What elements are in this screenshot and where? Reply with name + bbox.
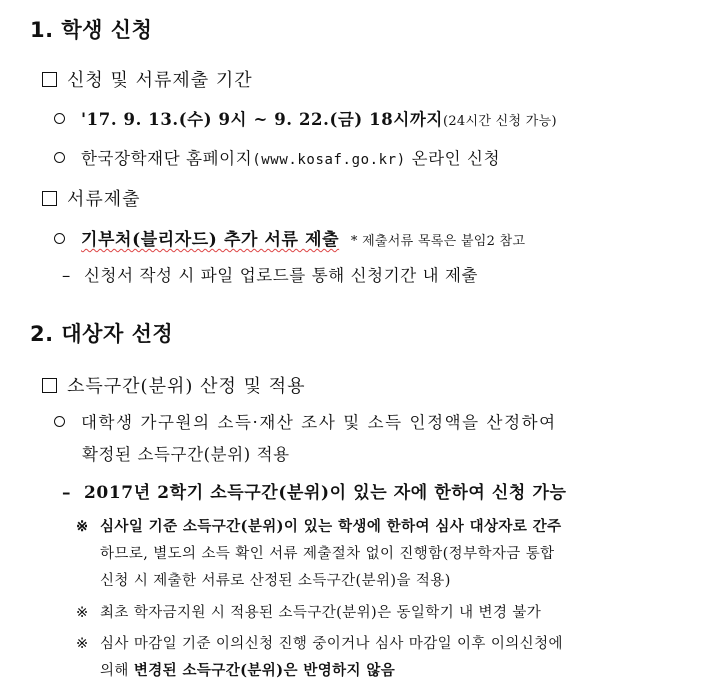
subheading-application-period: 신청 및 서류제출 기간 xyxy=(42,66,253,92)
dash-bullet-icon: – xyxy=(62,483,72,503)
square-bullet-icon xyxy=(42,378,57,393)
additional-documents-note: * 제출서류 목록은 붙임2 참고 xyxy=(350,234,526,249)
note-review-target: ※ 심사일 기준 소득구간(분위)이 있는 학생에 한하여 심사 대상자로 간주 xyxy=(76,518,562,535)
bullet-income-assessment: 대학생 가구원의 소득·재산 조사 및 소득 인정액을 산정하여 xyxy=(54,409,557,433)
note-review-target-line2: 하므로, 별도의 소득 확인 서류 제출절차 없이 진행함(정부학자금 통합 xyxy=(100,546,555,562)
circle-bullet-icon xyxy=(54,152,65,163)
dash-eligibility: – 2017년 2학기 소득구간(분위)이 있는 자에 한하여 신청 가능 xyxy=(62,483,567,503)
bullet-income-assessment-cont: 확정된 소득구간(분위) 적용 xyxy=(82,445,290,464)
note-appeal-line2: 의해 변경된 소득구간(분위)은 반영하지 않음 xyxy=(100,662,396,679)
bullet-application-dates xyxy=(54,106,557,130)
dash-upload-instruction: – 신청서 작성 시 파일 업로드를 통해 신청기간 내 제출 xyxy=(62,266,479,285)
dash-bullet-icon: – xyxy=(62,266,71,285)
reference-mark-icon: ※ xyxy=(76,636,89,652)
kosaf-url: (www.kosaf.go.kr) xyxy=(252,152,406,168)
application-dates-note: (24시간 신청 가능) xyxy=(442,114,557,129)
note-no-change: ※ 최초 학자금지원 시 적용된 소득구간(분위)은 동일학기 내 변경 불가 xyxy=(76,605,542,621)
subheading-document-submission: 서류제출 xyxy=(42,185,141,211)
section-title-2: 2. 대상자 선정 xyxy=(30,322,174,346)
note-appeal: ※ 심사 마감일 기준 이의신청 진행 중이거나 심사 마감일 이후 이의신청에 xyxy=(76,636,563,652)
additional-documents: 기부처(블리자드) 추가 서류 제출 xyxy=(81,230,340,250)
application-dates: '17. 9. 13.(수) 9시 ~ 9. 22.(금) 18시까지 xyxy=(81,110,443,129)
note-review-target-line3: 신청 시 제출한 서류로 산정된 소득구간(분위)을 적용) xyxy=(100,573,451,589)
reference-mark-icon: ※ xyxy=(76,518,89,535)
square-bullet-icon xyxy=(42,72,57,87)
circle-bullet-icon xyxy=(54,233,65,244)
bullet-additional-documents xyxy=(54,225,525,250)
bullet-online-application: 한국장학재단 홈페이지(www.kosaf.go.kr) 온라인 신청 xyxy=(54,145,500,169)
square-bullet-icon xyxy=(42,191,57,206)
section-title-1: 1. 학생 신청 xyxy=(30,18,153,42)
subheading-income-bracket: 소득구간(분위) 산정 및 적용 xyxy=(42,372,305,398)
circle-bullet-icon xyxy=(54,416,65,427)
reference-mark-icon: ※ xyxy=(76,605,89,621)
circle-bullet-icon xyxy=(54,113,65,124)
